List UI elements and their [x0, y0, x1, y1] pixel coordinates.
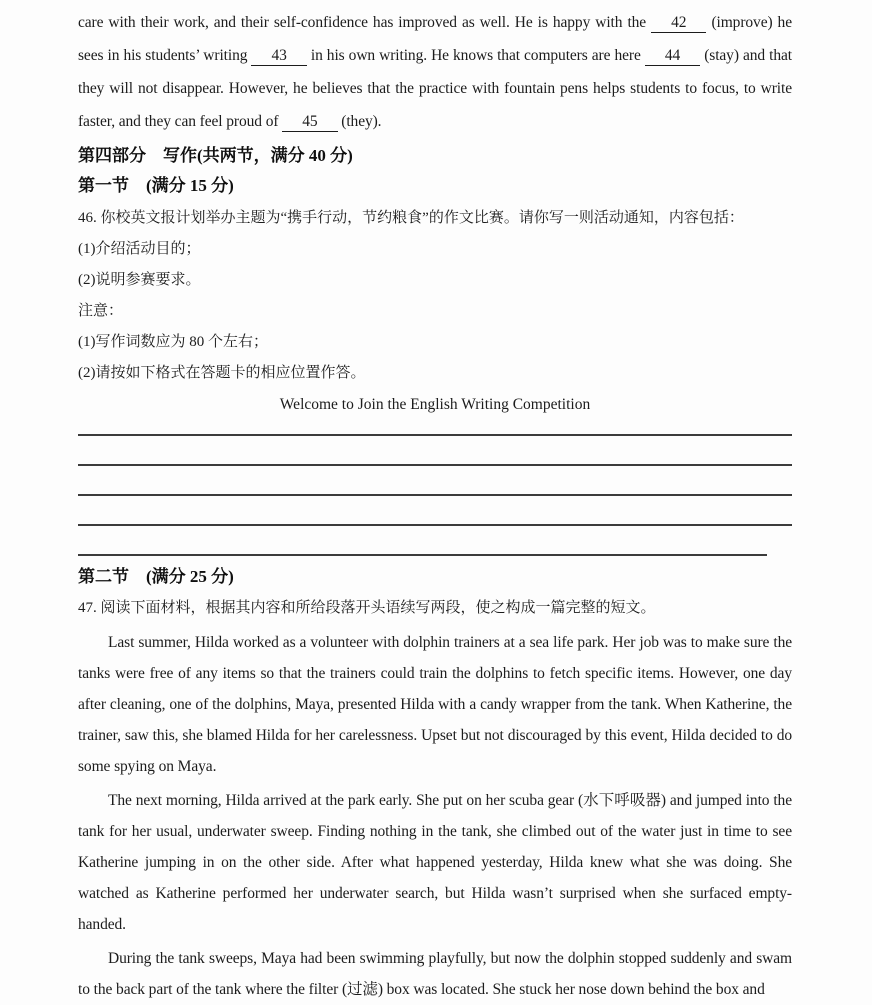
- cloze-blank-45: 45: [282, 113, 337, 132]
- answer-lines: [78, 429, 792, 556]
- notice-label: 注意：: [78, 303, 124, 319]
- cloze-blank-43: 43: [251, 47, 306, 66]
- cloze-blank-42: 42: [651, 14, 706, 33]
- cloze-passage: care with their work, and their self-confidence has improved as well. He is happy with the 42 (improve) he sees in his students’ writing 43 in his own writing. He knows that computers are here 44 (stay) and that they will not disappear. However, he believes that the practice with fountain pens helps students to focus, to write faster, and they can feel proud of 45 (they).: [78, 14, 792, 130]
- story-paragraph-2: The next morning, Hilda arrived at the park early. She put on her scuba gear (水下呼吸器) and jumped into the tank for her usual, underwater sweep. Finding nothing in the tank, she climbed out of the water just in time to see Katherine jumping in on the other side. After what happened yesterday, Hilda knew what she was doing. She watched as Katherine performed her underwater search, but Hilda wasn’t surprised when she surfaced empty-handed.: [78, 792, 792, 933]
- story-passage: [78, 627, 792, 1005]
- section1-heading: 第一节 (满分 15 分): [78, 176, 234, 195]
- answer-line: [78, 436, 792, 466]
- note-1: (1)写作词数应为 80 个左右；: [78, 334, 268, 350]
- answer-line: [78, 496, 792, 526]
- answer-line: [78, 429, 792, 436]
- content-point-1: (1)介绍活动目的；: [78, 241, 201, 257]
- story-paragraph-1: Last summer, Hilda worked as a volunteer with dolphin trainers at a sea life park. Her job was to make sure the tanks were free of any items so that the trainers could train the dolphins to fetch specific items. However, one day after cleaning, one of the dolphins, Maya, presented Hilda with a candy wrapper from the tank. When Katherine, the trainer, saw this, she blamed Hilda for her carelessness. Upset but not discouraged by this event, Hilda decided to do some spying on Maya.: [78, 634, 792, 775]
- composition-title: Welcome to Join the English Writing Competition: [279, 396, 591, 413]
- section2-heading: 第二节 (满分 25 分): [78, 567, 234, 586]
- story-paragraph-3: During the tank sweeps, Maya had been swimming playfully, but now the dolphin stopped suddenly and swam to the back part of the tank where the filter (过滤) box was located. She stuck her nose down behind the box and: [78, 950, 792, 998]
- answer-line: [78, 466, 792, 496]
- task-46-prompt: 46. 你校英文报计划举办主题为“携手行动，节约粮食”的作文比赛。请你写一则活动通知，内容包括：: [78, 210, 744, 226]
- content-point-2: (2)说明参赛要求。: [78, 272, 201, 288]
- answer-line: [78, 526, 767, 556]
- task-47-prompt: 47. 阅读下面材料，根据其内容和所给段落开头语续写两段，使之构成一篇完整的短文。: [78, 600, 656, 616]
- cloze-blank-44: 44: [645, 47, 700, 66]
- part4-heading: 第四部分 写作(共两节，满分 40 分): [78, 146, 353, 165]
- note-2: (2)请按如下格式在答题卡的相应位置作答。: [78, 365, 366, 381]
